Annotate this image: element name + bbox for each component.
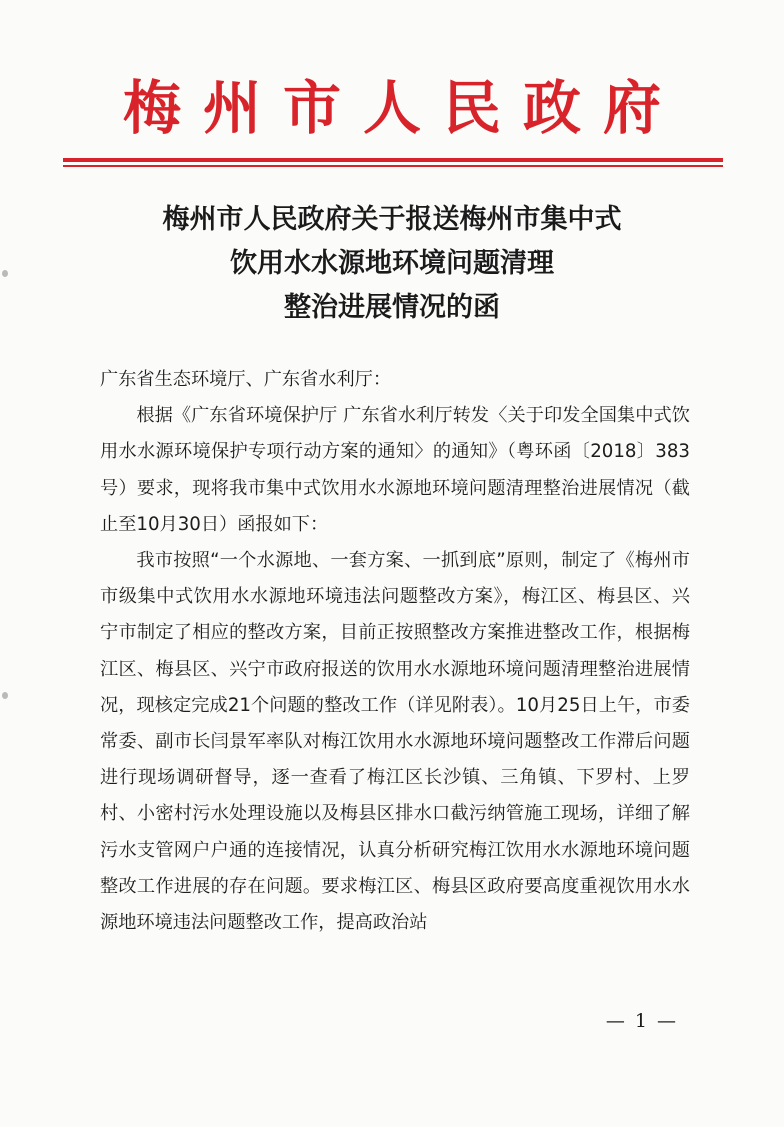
title-line-3: 整治进展情况的函 — [284, 292, 500, 323]
title-line-1: 梅州市人民政府关于报送梅州市集中式 — [162, 204, 622, 235]
header-red-rule-thin — [63, 165, 723, 167]
document-body — [100, 362, 690, 941]
document-title — [0, 198, 784, 330]
title-line-2: 饮用水水源地环境问题清理 — [230, 248, 554, 279]
page-number: — 1 — — [605, 1010, 678, 1032]
binding-hole-mark — [2, 692, 8, 699]
header-red-rule — [63, 158, 723, 162]
issuing-authority-header: 梅州市人民政府 — [122, 74, 683, 142]
paragraph-2: 我市按照“一个水源地、一套方案、一抓到底”原则，制定了《梅州市市级集中式饮用水水源地环境违法问题整改方案》，梅江区、梅县区、兴宁市制定了相应的整改方案，目前正按照整改方案推进整改工作，根据梅江区、梅县区、兴宁市政府报送的饮用水水源地环境问题清理整治进展情况，现核定完成21个问题的整改工作（详见附表）。10月25日上午，市委常委、副市长闫景军率队对梅江饮用水水源地环境问题整改工作滞后问题进行现场调研督导，逐一查看了梅江区长沙镇、三角镇、下罗村、上罗村、小密村污水处理设施以及梅县区排水口截污纳管施工现场，详细了解污水支管网户户通的连接情况，认真分析研究梅江饮用水水源地环境问题整改工作进展的存在问题。要求梅江区、梅县区政府要高度重视饮用水水源地环境违法问题整改工作，提高政治站 — [100, 550, 690, 934]
paragraph-1: 根据《广东省环境保护厅 广东省水利厅转发〈关于印发全国集中式饮用水水源环境保护专项行动方案的通知〉的通知》（粤环函〔2018〕383号）要求，现将我市集中式饮用水水源地环境问题清理整治进展情况（截止至10月30日）函报如下： — [100, 405, 690, 535]
salutation: 广东省生态环境厅、广东省水利厅： — [100, 369, 392, 390]
